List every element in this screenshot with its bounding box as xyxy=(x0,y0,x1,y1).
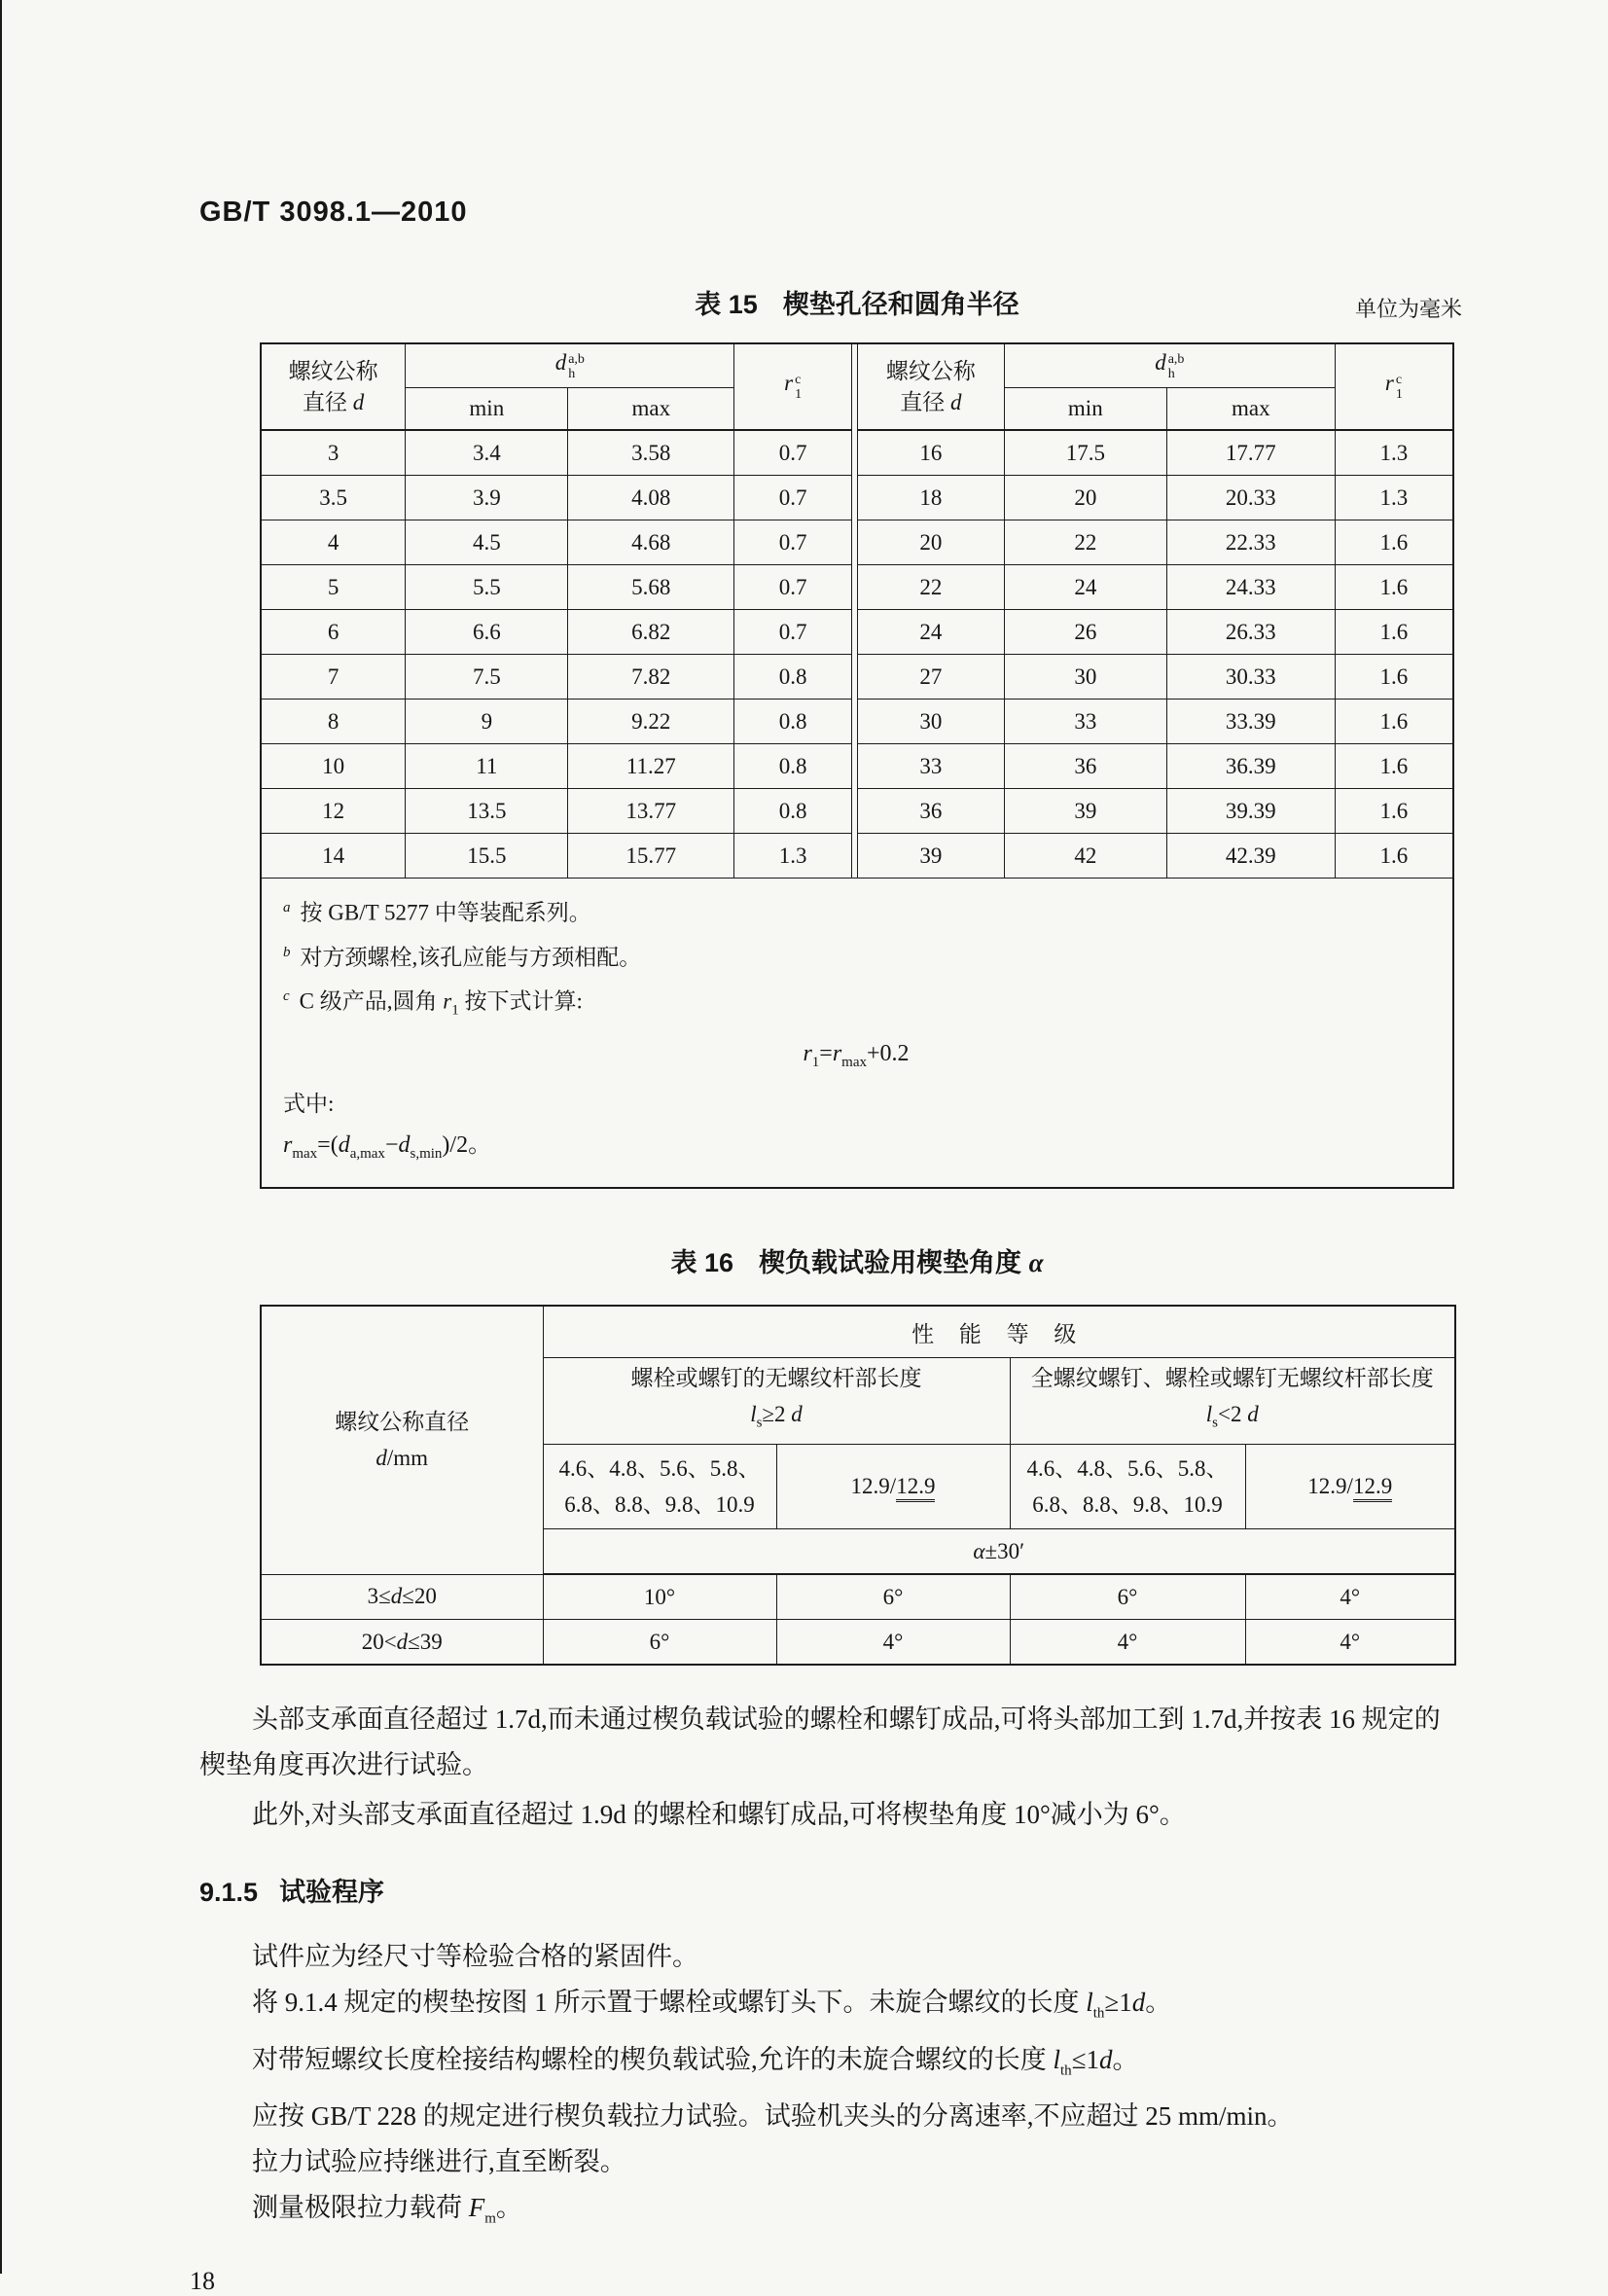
formula-rmax: $r_{max}=(d_{a,max}-d_{s,min})/2$。 xyxy=(283,1132,492,1163)
cell-min: 26 xyxy=(1004,610,1166,655)
cell-min: 13.5 xyxy=(406,789,568,834)
cell-r1: 0.7 xyxy=(734,520,852,565)
table15-row xyxy=(261,834,1453,879)
alpha-symbol: α xyxy=(1028,1248,1044,1278)
cell-max: 33.39 xyxy=(1166,700,1335,744)
table15-row xyxy=(261,655,1453,700)
cell-max: 5.68 xyxy=(568,565,734,610)
th-class-129-b: 12.9/12.9 xyxy=(1245,1445,1455,1529)
cell-d-range: 3≤d≤20 xyxy=(261,1574,543,1620)
table15-footnote-row xyxy=(261,879,1453,1189)
page-number: 18 xyxy=(190,2267,215,2296)
th-class-129-a: 12.9/12.9 xyxy=(776,1445,1010,1529)
cell-max: 26.33 xyxy=(1166,610,1335,655)
section-number: 9.1.5 xyxy=(199,1878,259,1908)
cell-min: 22 xyxy=(1004,520,1166,565)
cell-min: 36 xyxy=(1004,744,1166,789)
cell-d: 3.5 xyxy=(261,476,406,520)
cell-r1: 1.6 xyxy=(1335,565,1453,610)
cell-min: 24 xyxy=(1004,565,1166,610)
cell-r1: 1.3 xyxy=(734,834,852,879)
th-diameter-line1: 螺纹公称 xyxy=(288,358,378,383)
th-diameter-line2: d/mm xyxy=(375,1446,429,1471)
table15-row xyxy=(261,520,1453,565)
table15-row xyxy=(261,789,1453,834)
th-min-left: min xyxy=(406,388,568,431)
procedure-list xyxy=(199,1934,1456,2242)
th-r1-right: r c 1 xyxy=(1335,343,1453,430)
dh-supsub: a,b h xyxy=(1167,351,1185,381)
cell-d: 33 xyxy=(857,744,1004,789)
doc-code: GB/T 3098.1—2010 xyxy=(199,197,468,228)
cell-angle: 4° xyxy=(776,1620,1010,1666)
cell-d: 6 xyxy=(261,610,406,655)
cell-d: 22 xyxy=(857,565,1004,610)
cell-max: 30.33 xyxy=(1166,655,1335,700)
cell-r1: 1.3 xyxy=(1335,430,1453,476)
cell-max: 13.77 xyxy=(568,789,734,834)
th-max-right: max xyxy=(1166,388,1335,431)
cell-d: 27 xyxy=(857,655,1004,700)
table16-row xyxy=(261,1574,1455,1620)
cell-max: 9.22 xyxy=(568,700,734,744)
table15-caption-row xyxy=(260,283,1462,321)
note-paragraph-2: 此外,对头部支承面直径超过 1.9d 的螺栓和螺钉成品,可将楔垫角度 10°减小为 6°。 xyxy=(252,1800,1186,1830)
table16 xyxy=(260,1305,1456,1666)
cell-r1: 1.6 xyxy=(1335,610,1453,655)
th-unthreaded-shank-ge2d: 螺栓或螺钉的无螺纹杆部长度 $l_s\ge 2$ d xyxy=(543,1358,1010,1445)
cell-d: 10 xyxy=(261,744,406,789)
th-dh-left: d a,b h xyxy=(406,343,734,388)
th-performance-class: 性 能 等 级 xyxy=(543,1306,1455,1358)
cell-max: 17.77 xyxy=(1166,430,1335,476)
cell-angle: 4° xyxy=(1245,1574,1455,1620)
cell-min: 11 xyxy=(406,744,568,789)
cell-min: 39 xyxy=(1004,789,1166,834)
cell-max: 15.77 xyxy=(568,834,734,879)
procedure-line: 将 9.1.4 规定的楔垫按图 1 所示置于螺栓或螺钉头下。未旋合螺纹的长度 $l_{th}\ge 1d$。 xyxy=(252,1988,1172,2022)
cell-r1: 0.8 xyxy=(734,744,852,789)
cell-min: 30 xyxy=(1004,655,1166,700)
procedure-line: 测量极限拉力载荷 $F_m$。 xyxy=(252,2192,522,2227)
table15-row xyxy=(261,565,1453,610)
note-paragraph-1: 头部支承面直径超过 1.7d,而未通过楔负载试验的螺栓和螺钉成品,可将头部加工到 1.7d,并按表 16 规定的楔垫角度再次进行试验。 xyxy=(199,1704,1441,1780)
procedure-line: 对带短螺纹长度栓接结构螺栓的楔负载试验,允许的未旋合螺纹的长度 $l_{th}\le 1d$。 xyxy=(252,2044,1139,2078)
cell-r1: 0.8 xyxy=(734,789,852,834)
cell-max: 3.58 xyxy=(568,430,734,476)
table15-row xyxy=(261,476,1453,520)
cell-r1: 1.6 xyxy=(1335,789,1453,834)
th-diameter-line2: 直径 d xyxy=(303,389,365,414)
table16-caption xyxy=(260,1241,1454,1279)
cell-d: 5 xyxy=(261,565,406,610)
r1-supsub: c 1 xyxy=(1395,373,1403,402)
th-min-right: min xyxy=(1004,388,1166,431)
cell-min: 7.5 xyxy=(406,655,568,700)
cell-max: 11.27 xyxy=(568,744,734,789)
cell-d: 7 xyxy=(261,655,406,700)
cell-d: 18 xyxy=(857,476,1004,520)
cell-r1: 1.6 xyxy=(1335,744,1453,789)
cell-r1: 1.6 xyxy=(1335,655,1453,700)
procedure-line: 拉力试验应持继进行,直至断裂。 xyxy=(252,2146,626,2176)
cell-d: 16 xyxy=(857,430,1004,476)
cell-r1: 0.8 xyxy=(734,655,852,700)
cell-d: 4 xyxy=(261,520,406,565)
cell-min: 15.5 xyxy=(406,834,568,879)
cell-angle: 6° xyxy=(543,1620,776,1666)
cell-max: 4.08 xyxy=(568,476,734,520)
table16-header-row1 xyxy=(261,1306,1455,1358)
footnote-b: $^b$ 对方颈螺栓,该孔应能与方颈相配。 xyxy=(283,944,642,970)
table15-footnotes xyxy=(261,879,1453,1189)
cell-d: 20 xyxy=(857,520,1004,565)
cell-max: 6.82 xyxy=(568,610,734,655)
cell-min: 20 xyxy=(1004,476,1166,520)
cell-d: 12 xyxy=(261,789,406,834)
cell-min: 9 xyxy=(406,700,568,744)
th-thread-diameter-right xyxy=(857,343,1004,430)
r1-supsub: c 1 xyxy=(795,373,803,402)
unit-note: 单位为毫米 xyxy=(1354,297,1462,321)
cell-max: 22.33 xyxy=(1166,520,1335,565)
th-thread-diameter-left xyxy=(261,343,406,430)
cell-min: 17.5 xyxy=(1004,430,1166,476)
cell-d: 36 xyxy=(857,789,1004,834)
cell-min: 5.5 xyxy=(406,565,568,610)
cell-r1: 0.7 xyxy=(734,565,852,610)
th-r1-left: r c 1 xyxy=(734,343,852,430)
cell-r1: 1.6 xyxy=(1335,520,1453,565)
cell-min: 6.6 xyxy=(406,610,568,655)
cell-min: 42 xyxy=(1004,834,1166,879)
procedure-line: 应按 GB/T 228 的规定进行楔负载拉力试验。试验机夹头的分离速率,不应超过 25 mm/min。 xyxy=(252,2100,1294,2131)
dh-supsub: a,b h xyxy=(568,351,585,381)
th-dh-right: d a,b h xyxy=(1004,343,1335,388)
cell-min: 4.5 xyxy=(406,520,568,565)
table15-caption-label: 表 15 xyxy=(695,290,758,319)
cell-r1: 0.7 xyxy=(734,610,852,655)
table15-row xyxy=(261,744,1453,789)
cell-max: 4.68 xyxy=(568,520,734,565)
table16-caption-text: 楔负载试验用楔垫角度 xyxy=(759,1248,1029,1278)
cell-max: 24.33 xyxy=(1166,565,1335,610)
th-fully-threaded-lt2d: 全螺纹螺钉、螺栓或螺钉无螺纹杆部长度 $l_s<2$ d xyxy=(1010,1358,1455,1445)
cell-d: 3 xyxy=(261,430,406,476)
table15-caption-text: 楔垫孔径和圆角半径 xyxy=(782,290,1019,319)
cell-r1: 1.6 xyxy=(1335,700,1453,744)
cell-r1: 1.6 xyxy=(1335,834,1453,879)
th-diameter-line1: 螺纹公称 xyxy=(885,358,976,383)
th-thread-diameter xyxy=(261,1306,543,1574)
cell-max: 7.82 xyxy=(568,655,734,700)
cell-d: 30 xyxy=(857,700,1004,744)
cell-d-range: 20<d≤39 xyxy=(261,1620,543,1666)
cell-r1: 0.8 xyxy=(734,700,852,744)
table15-row xyxy=(261,430,1453,476)
cell-angle: 4° xyxy=(1010,1620,1245,1666)
footnote-c: $^c$ C 级产品,圆角 $r_1$ 按下式计算: xyxy=(283,988,583,1019)
procedure-line: 试件应为经尺寸等检验合格的紧固件。 xyxy=(252,1942,698,1972)
table16-caption-label: 表 16 xyxy=(670,1248,734,1278)
cell-min: 3.9 xyxy=(406,476,568,520)
table15-header-row1 xyxy=(261,343,1453,388)
cell-d: 39 xyxy=(857,834,1004,879)
cell-max: 42.39 xyxy=(1166,834,1335,879)
cell-d: 8 xyxy=(261,700,406,744)
th-classes-a: 4.6、4.8、5.6、5.8、 6.8、8.8、9.8、10.9 xyxy=(543,1445,776,1529)
cell-min: 33 xyxy=(1004,700,1166,744)
document-page xyxy=(2,0,1608,2296)
table15-row xyxy=(261,700,1453,744)
th-classes-b: 4.6、4.8、5.6、5.8、 6.8、8.8、9.8、10.9 xyxy=(1010,1445,1245,1529)
cell-angle: 4° xyxy=(1245,1620,1455,1666)
section-title: 试验程序 xyxy=(279,1878,385,1908)
cell-d: 24 xyxy=(857,610,1004,655)
cell-min: 3.4 xyxy=(406,430,568,476)
cell-angle: 6° xyxy=(1010,1574,1245,1620)
section-heading-915 xyxy=(199,1871,1456,1909)
cell-max: 39.39 xyxy=(1166,789,1335,834)
page-content xyxy=(190,197,1462,2296)
table16-caption-row xyxy=(260,1241,1454,1279)
th-diameter-line2: 直径 d xyxy=(900,389,962,414)
th-max-left: max xyxy=(568,388,734,431)
cell-r1: 0.7 xyxy=(734,476,852,520)
cell-angle: 6° xyxy=(776,1574,1010,1620)
table15-caption xyxy=(260,283,1454,321)
table15 xyxy=(260,342,1454,1189)
cell-r1: 1.3 xyxy=(1335,476,1453,520)
cell-max: 20.33 xyxy=(1166,476,1335,520)
cell-d: 14 xyxy=(261,834,406,879)
cell-max: 36.39 xyxy=(1166,744,1335,789)
th-diameter-line1: 螺纹公称直径 xyxy=(335,1410,470,1435)
table16-row xyxy=(261,1620,1455,1666)
cell-angle: 10° xyxy=(543,1574,776,1620)
cell-r1: 0.7 xyxy=(734,430,852,476)
alpha-tolerance: α±30′ xyxy=(543,1529,1455,1575)
formula-r1: $r_1=r_{max}+0.2$ xyxy=(803,1040,910,1070)
footnote-a: $^a$ 按 GB/T 5277 中等装配系列。 xyxy=(283,900,591,925)
where-label: 式中: xyxy=(283,1092,335,1117)
table15-row xyxy=(261,610,1453,655)
